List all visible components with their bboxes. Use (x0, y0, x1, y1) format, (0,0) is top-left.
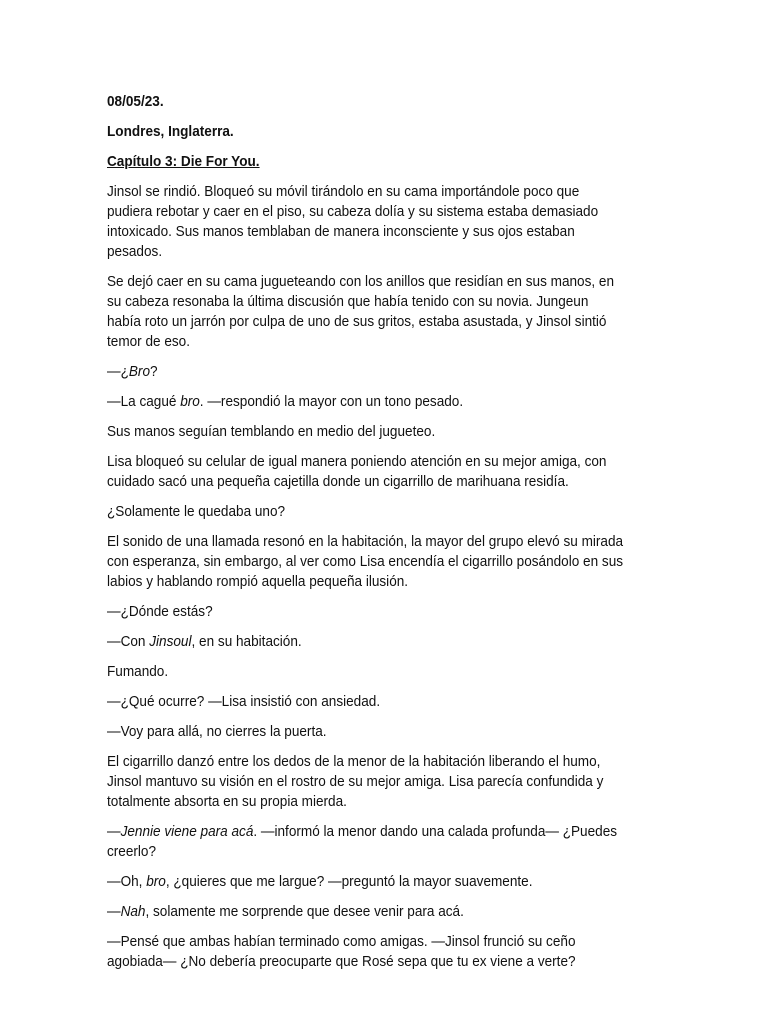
paragraph (107, 872, 624, 892)
italic-text: Jennie viene para acá (120, 824, 254, 840)
text-run: — (107, 904, 121, 920)
italic-text: Bro (128, 364, 150, 380)
paragraph (107, 502, 624, 522)
text-run: Se dejó caer en su cama jugueteando con los anillos que residían en sus manos, en su cabeza resonaba la última discusión que había tenido con su novia. Jungeun había roto un jarrón por culpa de uno de sus gritos, estaba asustada, y Jinsol sintió temor de eso. (107, 274, 615, 350)
paragraph (107, 602, 624, 622)
paragraph (107, 752, 624, 812)
text-run: ¿Solamente le quedaba uno? (107, 504, 286, 520)
italic-text: Jinsoul (149, 634, 192, 650)
paragraph (107, 532, 624, 592)
text-run: —¿ (107, 364, 129, 380)
paragraph (107, 662, 624, 682)
text-run: Fumando. (107, 664, 169, 680)
text-run: —La cagué (107, 394, 181, 410)
text-run: , solamente me sorprende que desee venir para acá. (145, 904, 464, 920)
text-run: —Pensé que ambas habían terminado como amigas. —Jinsol frunció su ceño agobiada— ¿No debería preocuparte que Rosé sepa que tu ex viene a verte? (107, 934, 576, 970)
text-run: El sonido de una llamada resonó en la habitación, la mayor del grupo elevó su mirada con esperanza, sin embargo, al ver como Lisa encendía el cigarrillo posándolo en sus labios y hablando rompió aquella pequeña ilusión. (107, 534, 624, 590)
italic-text: bro (146, 874, 166, 890)
text-run: Sus manos seguían temblando en medio del jugueteo. (107, 424, 436, 440)
text-run: —¿Qué ocurre? —Lisa insistió con ansiedad. (107, 694, 381, 710)
paragraph (107, 722, 624, 742)
paragraph (107, 452, 624, 492)
chapter-title: Capítulo 3: Die For You. (107, 154, 260, 170)
paragraph (107, 902, 624, 922)
italic-text: Nah (120, 904, 146, 920)
text-run: , ¿quieres que me largue? —preguntó la mayor suavemente. (165, 874, 533, 890)
text-run: —Con (107, 634, 150, 650)
text-run: El cigarrillo danzó entre los dedos de la menor de la habitación liberando el humo, Jinsol mantuvo su visión en el rostro de su mejor amiga. Lisa parecía confundida y totalmente absorta en su propia mierda. (107, 754, 604, 810)
date-line: 08/05/23. (107, 94, 164, 110)
text-run: —Oh, (107, 874, 147, 890)
text-run: . —informó la menor dando una calada profunda— ¿Puedes creerlo? (107, 824, 618, 860)
text-run: , en su habitación. (191, 634, 302, 650)
text-run: . —respondió la mayor con un tono pesado. (199, 394, 464, 410)
location-line: Londres, Inglaterra. (107, 124, 234, 140)
paragraph (107, 362, 624, 382)
text-run: ? (149, 364, 158, 380)
paragraph (107, 272, 624, 352)
text-run: —¿Dónde estás? (107, 604, 213, 620)
text-run: — (107, 824, 121, 840)
paragraph (107, 932, 624, 972)
document-body (107, 92, 624, 982)
paragraph (107, 422, 624, 442)
paragraph (107, 822, 624, 862)
paragraph (107, 182, 624, 262)
text-run: Lisa bloqueó su celular de igual manera poniendo atención en su mejor amiga, con cuidado sacó una pequeña cajetilla donde un cigarrillo de marihuana residía. (107, 454, 607, 490)
text-run: —Voy para allá, no cierres la puerta. (107, 724, 327, 740)
text-run: Jinsol se rindió. Bloqueó su móvil tirándolo en su cama importándole poco que pudiera rebotar y caer en el piso, su cabeza dolía y su sistema estaba demasiado intoxicado. Sus manos temblaban de manera inconsciente y sus ojos estaban pesados. (107, 184, 599, 260)
story-text (107, 182, 624, 972)
paragraph (107, 392, 624, 412)
italic-text: bro (180, 394, 200, 410)
paragraph (107, 632, 624, 652)
paragraph (107, 692, 624, 712)
